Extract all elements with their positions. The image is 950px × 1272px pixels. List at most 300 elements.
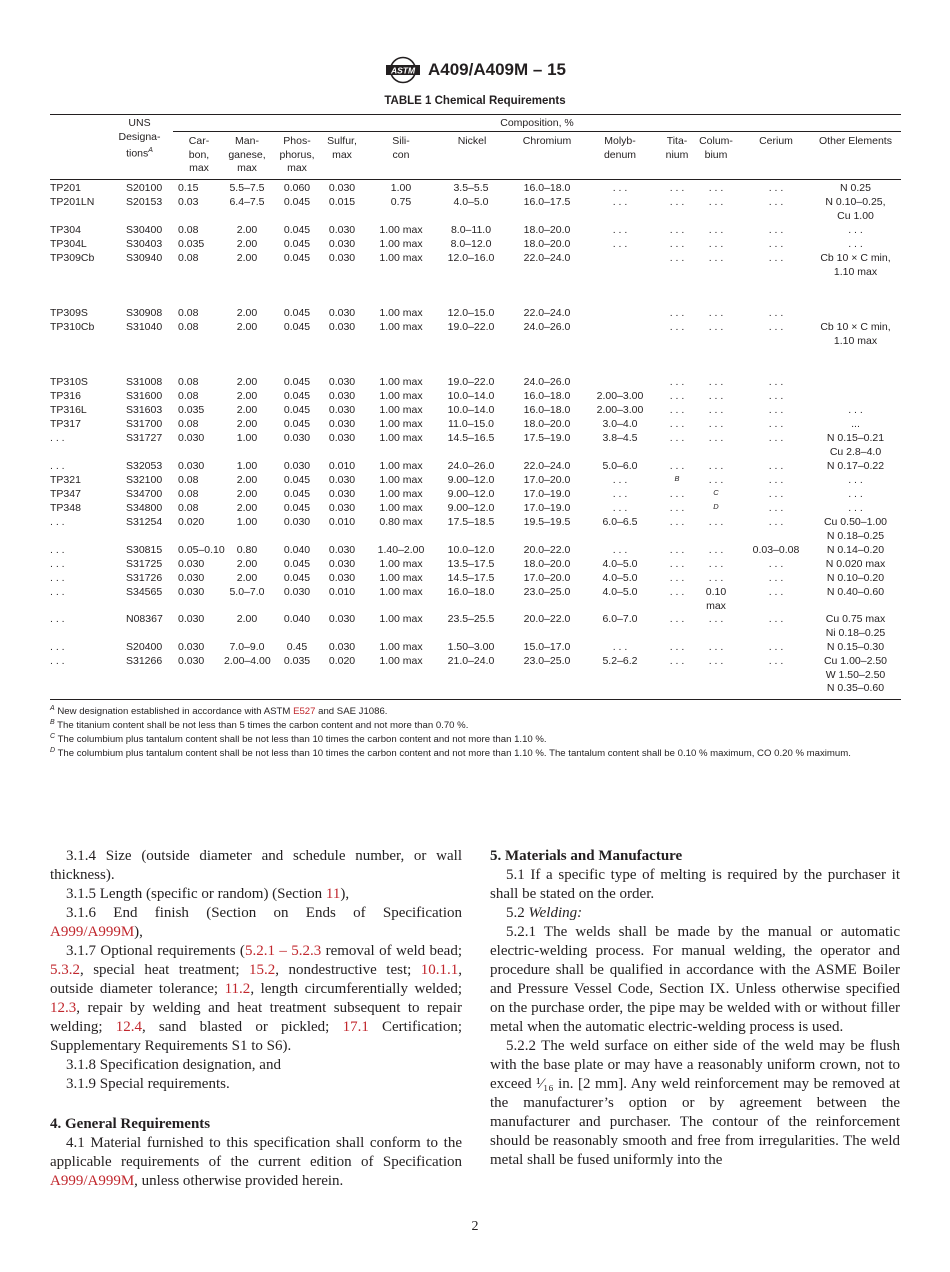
cell-s: 0.010 (328, 460, 356, 472)
cell-p: 0.045 (283, 488, 311, 500)
cell-p: 0.045 (283, 474, 311, 486)
page-number: 2 (471, 1219, 479, 1234)
cell-cb: . . . (708, 224, 724, 236)
cell-mn: 2.00–4.00 (224, 655, 271, 667)
cell-ti: . . . (669, 502, 685, 514)
cell-ni: 24.0–26.0 (447, 460, 495, 472)
cell-c: 0.08 (178, 321, 199, 333)
cell-cb: . . . (708, 307, 724, 319)
cell-ti: . . . (669, 641, 685, 653)
cell-mn: 2.00 (236, 252, 258, 264)
cell-p: 0.045 (283, 572, 311, 584)
cell-s: 0.030 (328, 474, 356, 486)
cell-cr: 24.0–26.0 (523, 376, 571, 388)
cell-ni: 8.0–12.0 (450, 238, 492, 250)
cell-s: 0.030 (328, 432, 356, 444)
cell-mo: . . . (612, 544, 628, 556)
cell-ce: . . . (768, 502, 784, 514)
cell-other: N 0.40–0.60 (826, 586, 885, 598)
cell-other: . . . (848, 488, 863, 500)
cell-cr: 23.0–25.0 (523, 586, 571, 598)
cell-uns: S30940 (126, 252, 163, 264)
para-5-2-1: 5.2.1 The welds shall be made by the manual or automatic electric-welding process. For manual welding, the operator and procedure shall be qualified in accordance with the ASME Boiler and Pressure Vessel Code, Section IX. Unless otherwise specified on the purchase order, the pipe may be welded with or without filler metal when the automatic electric-welding process is used. (490, 924, 900, 1035)
cell-other: N 0.14–0.20 (826, 544, 885, 556)
sulfur-header: Sulfur, max (327, 135, 357, 161)
link-12-3[interactable]: 12.3 (50, 1000, 77, 1016)
cell-cb: . . . (708, 544, 724, 556)
cell-ti: . . . (669, 196, 685, 208)
cell-grade: TP316 (50, 390, 81, 402)
cell-cb: 0.10 max (705, 586, 727, 612)
cell-other: . . . (848, 474, 863, 486)
cell-p: 0.045 (283, 502, 311, 514)
cell-cb: . . . (708, 321, 724, 333)
cell-p: 0.045 (283, 390, 311, 402)
cell-ce: . . . (768, 224, 784, 236)
cell-ti: . . . (669, 613, 685, 625)
cell-ni: 14.5–17.5 (447, 572, 495, 584)
cell-uns: S31727 (126, 432, 163, 444)
cell-grade: . . . (50, 558, 65, 570)
cell-cr: 18.0–20.0 (523, 224, 571, 236)
cell-cr: 20.0–22.0 (523, 613, 571, 625)
a999-link-2[interactable]: A999/A999M (50, 1173, 135, 1189)
cerium-header: Cerium (759, 135, 793, 147)
cell-ni: 16.0–18.0 (447, 586, 495, 598)
cell-other: N 0.020 max (825, 558, 886, 570)
cell-ce: . . . (768, 460, 784, 472)
cell-mo: 2.00–3.00 (596, 404, 644, 416)
link-5-3-2[interactable]: 5.3.2 (50, 962, 80, 978)
cell-ti: . . . (669, 224, 685, 236)
cell-cb: . . . (708, 376, 724, 388)
cell-c: 0.05–0.10 (178, 544, 225, 556)
cell-cr: 23.0–25.0 (523, 655, 571, 667)
cell-ni: 13.5–17.5 (447, 558, 495, 570)
table-row (50, 488, 901, 502)
cell-si: 1.00 max (379, 460, 423, 472)
cell-mn: 7.0–9.0 (229, 641, 265, 653)
link-11-2[interactable]: 11.2 (224, 981, 251, 997)
cell-mn: 1.00 (236, 516, 258, 528)
cell-ni: 10.0–12.0 (447, 544, 495, 556)
cell-c: 0.08 (178, 252, 199, 264)
cell-ce: . . . (768, 238, 784, 250)
cell-mn: 0.80 (236, 544, 258, 556)
cell-uns: S30908 (126, 307, 163, 319)
table-row (50, 390, 901, 404)
cell-s: 0.030 (328, 376, 356, 388)
link-17-1[interactable]: 17.1 (342, 1019, 369, 1035)
cell-si: 1.00 max (379, 586, 423, 598)
cell-mo: 4.0–5.0 (602, 586, 638, 598)
table-row (50, 502, 901, 516)
cell-ti: . . . (669, 516, 685, 528)
cell-uns: S31603 (126, 404, 163, 416)
table-row (50, 224, 901, 238)
cell-p: 0.045 (283, 404, 311, 416)
cell-uns: S32100 (126, 474, 163, 486)
cell-cr: 17.0–20.0 (523, 474, 571, 486)
cell-mn: 2.00 (236, 224, 258, 236)
cell-uns: S31266 (126, 655, 163, 667)
right-column (490, 847, 900, 1170)
cell-p: 0.030 (283, 516, 311, 528)
cell-si: 1.00 max (379, 655, 423, 667)
cell-mn: 2.00 (236, 307, 258, 319)
cell-ni: 10.0–14.0 (447, 404, 495, 416)
cell-ce: . . . (768, 321, 784, 333)
cell-si: 1.00 max (379, 641, 423, 653)
cell-grade: TP309Cb (50, 252, 95, 264)
cell-p: 0.060 (283, 182, 311, 194)
cell-grade: TP310Cb (50, 321, 95, 333)
cell-other: . . . (848, 404, 863, 416)
cell-uns: S20400 (126, 641, 163, 653)
cell-ce: . . . (768, 432, 784, 444)
cell-other: N 0.10–0.20 (826, 572, 885, 584)
cell-c: 0.030 (178, 558, 205, 570)
cell-ni: 4.0–5.0 (453, 196, 489, 208)
table-row (50, 404, 901, 418)
svg-text:ASTM: ASTM (390, 65, 416, 76)
cell-grade: TP321 (50, 474, 81, 486)
cell-ce: . . . (768, 404, 784, 416)
cell-c: 0.030 (178, 460, 205, 472)
cell-si: 1.00 max (379, 474, 423, 486)
cell-ti: . . . (669, 376, 685, 388)
para-3-1-8: 3.1.8 Specification designation, and (66, 1057, 281, 1073)
cell-uns: S31008 (126, 376, 163, 388)
cell-other: N 0.10–0.25, Cu 1.00 (825, 196, 886, 222)
cell-cr: 16.0–18.0 (523, 404, 571, 416)
table-row (50, 641, 901, 655)
cell-ni: 19.0–22.0 (447, 376, 495, 388)
cell-other: . . . (848, 224, 863, 236)
manganese-header: Man- ganese, max (228, 135, 266, 174)
cell-cr: 22.0–24.0 (523, 252, 571, 264)
cell-ce: . . . (768, 376, 784, 388)
cell-s: 0.030 (328, 404, 356, 416)
cell-ti: . . . (669, 238, 685, 250)
cell-cb: . . . (708, 460, 724, 472)
phosphorus-header: Phos- phorus, max (279, 135, 315, 174)
columbium-header: Colum- bium (699, 135, 733, 161)
cell-si: 1.00 max (379, 418, 423, 430)
cell-grade: TP317 (50, 418, 81, 430)
cell-mo: 5.2–6.2 (602, 655, 638, 667)
cell-cb: . . . (708, 655, 724, 667)
cell-cb: . . . (708, 390, 724, 402)
table-row (50, 376, 901, 390)
cell-ni: 3.5–5.5 (453, 182, 489, 194)
para-5-1: 5.1 If a specific type of melting is required by the purchaser it shall be stated on the order. (490, 867, 900, 902)
cell-grade: . . . (50, 586, 65, 598)
cell-cb: . . . (708, 252, 724, 264)
cell-mn: 2.00 (236, 238, 258, 250)
cell-mo: 4.0–5.0 (602, 558, 638, 570)
cell-grade: TP304 (50, 224, 81, 236)
section-4-heading: 4. General Requirements (50, 1116, 211, 1132)
cell-mn: 1.00 (236, 460, 258, 472)
cell-ce: . . . (768, 641, 784, 653)
cell-ce: . . . (768, 474, 784, 486)
cell-ce: . . . (768, 182, 784, 194)
cell-cr: 16.0–17.5 (523, 196, 571, 208)
cell-uns: S30815 (126, 544, 163, 556)
cell-ni: 1.50–3.00 (447, 641, 495, 653)
table-row (50, 474, 901, 488)
cell-cr: 17.0–20.0 (523, 572, 571, 584)
page-header (0, 56, 950, 89)
cell-mo: . . . (612, 182, 628, 194)
cell-ti: . . . (669, 390, 685, 402)
cell-s: 0.010 (328, 516, 356, 528)
cell-mn: 2.00 (236, 321, 258, 333)
table-bottom-rule (50, 699, 901, 700)
cell-other: Cu 1.00–2.50 W 1.50–2.50 N 0.35–0.60 (823, 655, 888, 694)
cell-p: 0.045 (283, 224, 311, 236)
cell-ti: . . . (669, 460, 685, 472)
link-5-2-1[interactable]: 5.2.1 – 5.2.3 (244, 943, 322, 959)
cell-ni: 10.0–14.0 (447, 390, 495, 402)
cell-c: 0.030 (178, 641, 205, 653)
cell-s: 0.030 (328, 488, 356, 500)
section-5-heading: 5. Materials and Manufacture (490, 848, 683, 864)
cell-s: 0.030 (328, 224, 356, 236)
cell-ni: 17.5–18.5 (447, 516, 495, 528)
cell-ni: 21.0–24.0 (447, 655, 495, 667)
cell-uns: S20100 (126, 182, 163, 194)
cell-s: 0.030 (328, 238, 356, 250)
cell-other: ... (851, 418, 860, 430)
cell-grade: . . . (50, 572, 65, 584)
uns-header: UNS Designa- tions$^A$ (118, 117, 161, 160)
cell-p: 0.045 (283, 376, 311, 388)
cell-mn: 2.00 (236, 418, 258, 430)
cell-ce: . . . (768, 558, 784, 570)
cell-cr: 20.0–22.0 (523, 544, 571, 556)
document-title: A409/A409M – 15 (428, 60, 566, 79)
cell-ce: . . . (768, 488, 784, 500)
link-10-1-1[interactable]: 10.1.1 (420, 962, 459, 978)
para-3-1-5: 3.1.5 Length (specific or random) (Section 11), (66, 886, 350, 902)
cell-other: Cb 10 × C min, 1.10 max (820, 252, 891, 278)
cell-cb: . . . (708, 474, 724, 486)
cell-c: 0.030 (178, 613, 205, 625)
cell-other: N 0.15–0.30 (826, 641, 885, 653)
cell-cr: 18.0–20.0 (523, 418, 571, 430)
cell-c: 0.03 (178, 196, 199, 208)
cell-other: Cu 0.50–1.00 N 0.18–0.25 (823, 516, 888, 542)
cell-cr: 15.0–17.0 (523, 641, 571, 653)
cell-si: 1.00 max (379, 307, 423, 319)
cell-si: 0.75 (390, 196, 412, 208)
cell-ti: . . . (669, 182, 685, 194)
cell-cr: 17.0–19.0 (523, 502, 571, 514)
cell-si: 1.00 max (379, 613, 423, 625)
cell-uns: S31700 (126, 418, 163, 430)
cell-other: . . . (848, 238, 863, 250)
cell-mn: 2.00 (236, 488, 258, 500)
cell-p: 0.040 (283, 613, 311, 625)
cell-mo: 5.0–6.0 (602, 460, 638, 472)
cell-grade: TP348 (50, 502, 81, 514)
cell-cb: . . . (708, 558, 724, 570)
cell-ce: . . . (768, 655, 784, 667)
cell-p: 0.030 (283, 586, 311, 598)
para-3-1-7: 3.1.7 Optional requirements (5.2.1 – 5.2.3 removal of weld bead; 5.3.2, special heat treatment; 15.2, nondestructive test; 10.1.1, outside diameter tolerance; 11.2, length circumferentially welded; 12.3, repair by welding and heat treatment subsequent to repair welding; 12.4, sand blasted or pickled; 17.1 Certification; Supplementary Requirements S1 to S6). (50, 943, 463, 1054)
footnote-b: $^B$ The titanium content shall be not less than 5 times the carbon content and not more than 0.70 %. (50, 719, 469, 732)
cell-mn: 2.00 (236, 404, 258, 416)
cell-cb: C (713, 488, 719, 497)
para-5-2: 5.2 Welding: (506, 905, 583, 921)
cell-si: 1.00 max (379, 252, 423, 264)
left-column (50, 847, 462, 1191)
composition-header: Composition, % (500, 117, 574, 129)
cell-s: 0.030 (328, 321, 356, 333)
cell-uns: S31040 (126, 321, 163, 333)
cell-cr: 16.0–18.0 (523, 390, 571, 402)
cell-si: 1.00 max (379, 404, 423, 416)
cell-p: 0.045 (283, 238, 311, 250)
cell-p: 0.45 (286, 641, 308, 653)
cell-cb: . . . (708, 418, 724, 430)
cell-cb: . . . (708, 404, 724, 416)
cell-s: 0.015 (328, 196, 356, 208)
cell-si: 1.00 max (379, 572, 423, 584)
cell-cb: . . . (708, 516, 724, 528)
cell-mo: 3.8–4.5 (602, 432, 638, 444)
table-row (50, 586, 901, 612)
table-row (50, 321, 901, 347)
para-3-1-4: 3.1.4 Size (outside diameter and schedule number, or wall thickness). (50, 848, 462, 883)
cell-si: 1.00 max (379, 224, 423, 236)
titanium-header: Tita- nium (665, 135, 689, 161)
cell-ti: . . . (669, 252, 685, 264)
cell-uns: S31254 (126, 516, 163, 528)
table-row (50, 613, 901, 639)
cell-mn: 2.00 (236, 572, 258, 584)
table-row (50, 516, 901, 542)
cell-ce: . . . (768, 613, 784, 625)
cell-mo: . . . (612, 224, 628, 236)
cell-other: . . . (848, 502, 863, 514)
cell-si: 1.00 max (379, 238, 423, 250)
cell-ti: . . . (669, 544, 685, 556)
cell-grade: . . . (50, 613, 65, 625)
cell-grade: TP304L (50, 238, 87, 250)
cell-c: 0.08 (178, 502, 199, 514)
carbon-header: Car- bon, max (188, 135, 210, 174)
footnote-d: $^D$ The columbium plus tantalum content shall be not less than 10 times the carbon content and not more than 1.10 %. The tantalum content shall be 0.10 % maximum, CO 0.20 % maximum. (50, 747, 851, 760)
e527-link[interactable]: E527 (293, 706, 316, 718)
cell-s: 0.030 (328, 307, 356, 319)
cell-c: 0.15 (178, 182, 199, 194)
cell-mo: . . . (612, 502, 628, 514)
cell-ti: . . . (669, 307, 685, 319)
cell-ce: . . . (768, 516, 784, 528)
cell-grade: . . . (50, 544, 65, 556)
table-title: TABLE 1 Chemical Requirements (384, 95, 566, 107)
link-12-4[interactable]: 12.4 (115, 1019, 142, 1035)
cell-other: N 0.17–0.22 (826, 460, 885, 472)
cell-c: 0.08 (178, 307, 199, 319)
cell-c: 0.030 (178, 432, 205, 444)
cell-cb: . . . (708, 238, 724, 250)
cell-other: Cu 0.75 max Ni 0.18–0.25 (825, 613, 886, 639)
cell-cb: . . . (708, 432, 724, 444)
cell-ce: . . . (768, 418, 784, 430)
cell-uns: S31725 (126, 558, 163, 570)
cell-cb: . . . (708, 196, 724, 208)
cell-cr: 24.0–26.0 (523, 321, 571, 333)
cell-p: 0.035 (283, 655, 311, 667)
cell-ti: . . . (669, 572, 685, 584)
a999-link[interactable]: A999/A999M (50, 924, 135, 940)
cell-c: 0.08 (178, 474, 199, 486)
cell-grade: TP201LN (50, 196, 95, 208)
cell-other: N 0.25 (840, 182, 871, 194)
table-top-rule (50, 114, 901, 115)
cell-ce: . . . (768, 572, 784, 584)
composition-rule (173, 131, 901, 132)
cell-c: 0.035 (178, 238, 205, 250)
cell-mo: 3.0–4.0 (602, 418, 638, 430)
cell-cr: 19.5–19.5 (523, 516, 571, 528)
cell-c: 0.030 (178, 572, 205, 584)
cell-si: 1.00 max (379, 488, 423, 500)
cell-mo: . . . (612, 196, 628, 208)
cell-si: 1.00 (390, 182, 412, 194)
footnote-c: $^C$ The columbium plus tantalum content shall be not less than 10 times the carbon content and not more than 1.10 %. (50, 733, 547, 746)
cell-p: 0.040 (283, 544, 311, 556)
cell-s: 0.030 (328, 390, 356, 402)
cell-mo: . . . (612, 641, 628, 653)
cell-ti: . . . (669, 432, 685, 444)
cell-ti: . . . (669, 558, 685, 570)
cell-mn: 2.00 (236, 376, 258, 388)
cell-c: 0.030 (178, 586, 205, 598)
cell-p: 0.030 (283, 460, 311, 472)
cell-cr: 16.0–18.0 (523, 182, 571, 194)
cell-ni: 14.5–16.5 (447, 432, 495, 444)
table-row (50, 544, 901, 558)
cell-si: 1.00 max (379, 321, 423, 333)
section-11-link[interactable]: 11 (325, 886, 341, 902)
cell-grade: . . . (50, 460, 65, 472)
cell-ti: . . . (669, 418, 685, 430)
header-bottom-rule (50, 179, 901, 180)
cell-ni: 9.00–12.0 (447, 474, 495, 486)
table-row (50, 572, 901, 586)
cell-mn: 2.00 (236, 558, 258, 570)
link-15-2[interactable]: 15.2 (249, 962, 276, 978)
cell-uns: S30400 (126, 224, 163, 236)
cell-si: 1.00 max (379, 390, 423, 402)
cell-ce: . . . (768, 390, 784, 402)
cell-mn: 6.4–7.5 (229, 196, 265, 208)
cell-ni: 9.00–12.0 (447, 502, 495, 514)
table-row (50, 432, 901, 458)
cell-grade: TP309S (50, 307, 88, 319)
para-4-1: 4.1 Material furnished to this specification shall conform to the applicable requirements of the current edition of Specification A999/A999M, unless otherwise provided herein. (50, 1135, 462, 1189)
cell-grade: TP201 (50, 182, 81, 194)
cell-ni: 9.00–12.0 (447, 488, 495, 500)
table-row (50, 460, 901, 474)
cell-mo: 6.0–6.5 (602, 516, 638, 528)
cell-mn: 2.00 (236, 502, 258, 514)
